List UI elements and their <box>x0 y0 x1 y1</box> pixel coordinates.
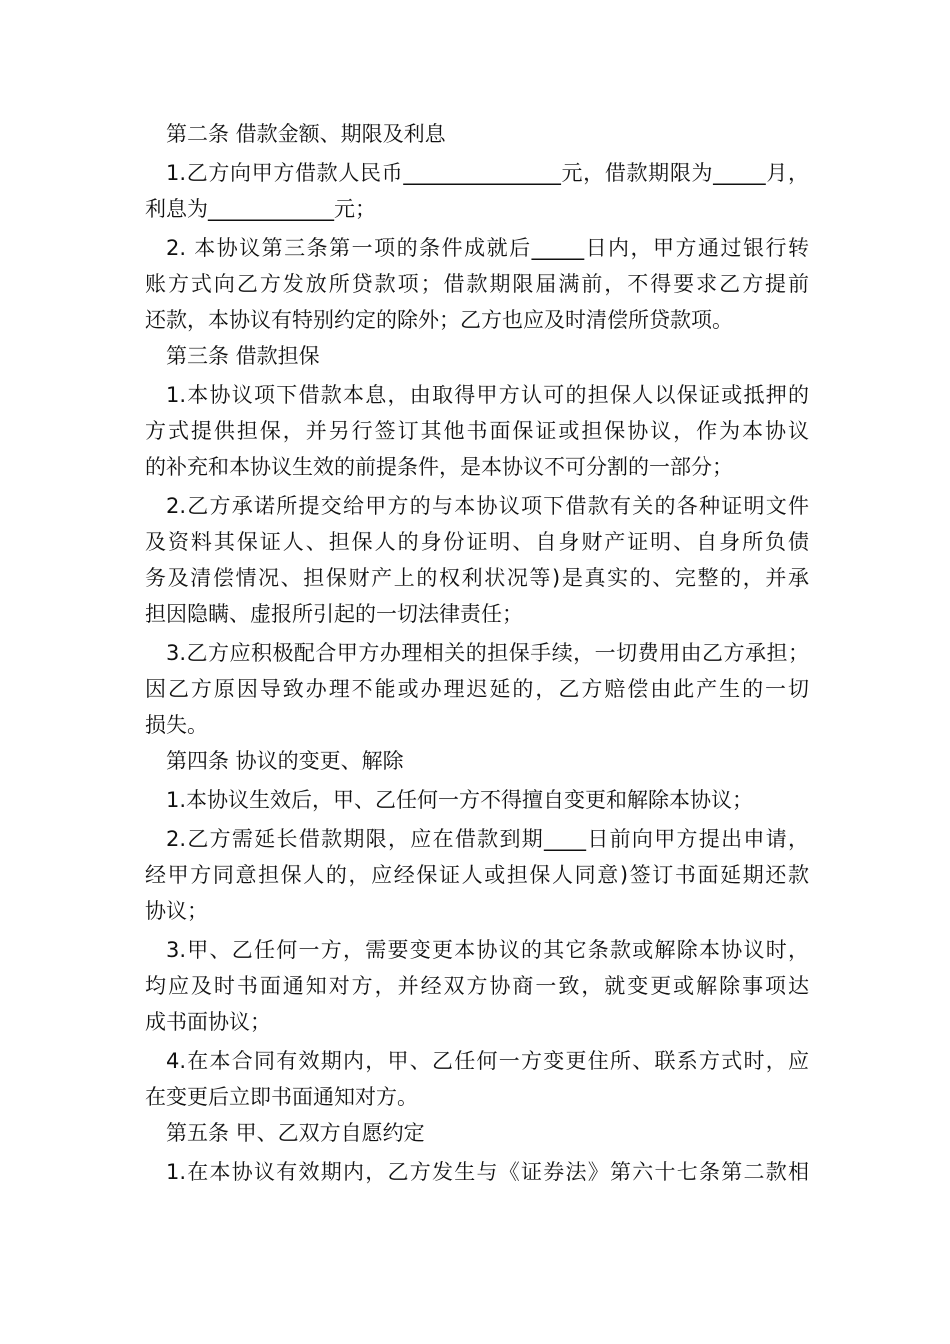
document-line: 2.乙方承诺所提交给甲方的与本协议项下借款有关的各种证明文件 <box>166 494 809 518</box>
document-line: 4.在本合同有效期内，甲、乙任何一方变更住所、联系方式时，应 <box>166 1049 809 1073</box>
document-line: 第三条 借款担保 <box>166 344 320 368</box>
document-line: 损失。 <box>145 713 208 737</box>
document-line: 及资料其保证人、担保人的身份证明、自身财产证明、自身所负债 <box>145 530 809 554</box>
document-line: 第四条 协议的变更、解除 <box>166 749 404 773</box>
document-line: 第五条 甲、乙双方自愿约定 <box>166 1121 425 1145</box>
document-page <box>145 116 809 1190</box>
document-line: 务及清偿情况、担保财产上的权利状况等)是真实的、完整的，并承 <box>145 566 809 590</box>
document-line: 3.乙方应积极配合甲方办理相关的担保手续，一切费用由乙方承担； <box>166 641 809 665</box>
document-line: 均应及时书面通知对方，并经双方协商一致，就变更或解除事项达 <box>145 974 809 998</box>
document-line: 方式提供担保，并另行签订其他书面保证或担保协议，作为本协议 <box>145 419 809 443</box>
document-line: 协议； <box>145 899 208 923</box>
document-line: 3.甲、乙任何一方，需要变更本协议的其它条款或解除本协议时， <box>166 938 809 962</box>
document-line: 利息为____________元； <box>145 197 376 221</box>
document-line: 2. 本协议第三条第一项的条件成就后_____日内，甲方通过银行转 <box>166 236 809 260</box>
document-line: 的补充和本协议生效的前提条件，是本协议不可分割的一部分； <box>145 455 733 479</box>
document-line: 经甲方同意担保人的，应经保证人或担保人同意)签订书面延期还款 <box>145 863 809 887</box>
document-line: 在变更后立即书面通知对方。 <box>145 1085 418 1109</box>
document-line: 1.本协议项下借款本息，由取得甲方认可的担保人以保证或抵押的 <box>166 383 809 407</box>
document-line: 担因隐瞒、虚报所引起的一切法律责任； <box>145 602 523 626</box>
document-line: 因乙方原因导致办理不能或办理迟延的，乙方赔偿由此产生的一切 <box>145 677 809 701</box>
document-line: 2.乙方需延长借款期限，应在借款到期____日前向甲方提出申请， <box>166 827 809 851</box>
document-line: 1.乙方向甲方借款人民币_______________元，借款期限为_____月， <box>166 161 809 185</box>
document-line: 第二条 借款金额、期限及利息 <box>166 122 446 146</box>
document-line: 1.在本协议有效期内，乙方发生与《证券法》第六十七条第二款相 <box>166 1160 809 1184</box>
document-line: 还款，本协议有特别约定的除外；乙方也应及时清偿所贷款项。 <box>145 308 733 332</box>
document-line: 账方式向乙方发放所贷款项；借款期限届满前，不得要求乙方提前 <box>145 272 809 296</box>
document-line: 1.本协议生效后，甲、乙任何一方不得擅自变更和解除本协议； <box>166 788 754 812</box>
document-line: 成书面协议； <box>145 1010 271 1034</box>
